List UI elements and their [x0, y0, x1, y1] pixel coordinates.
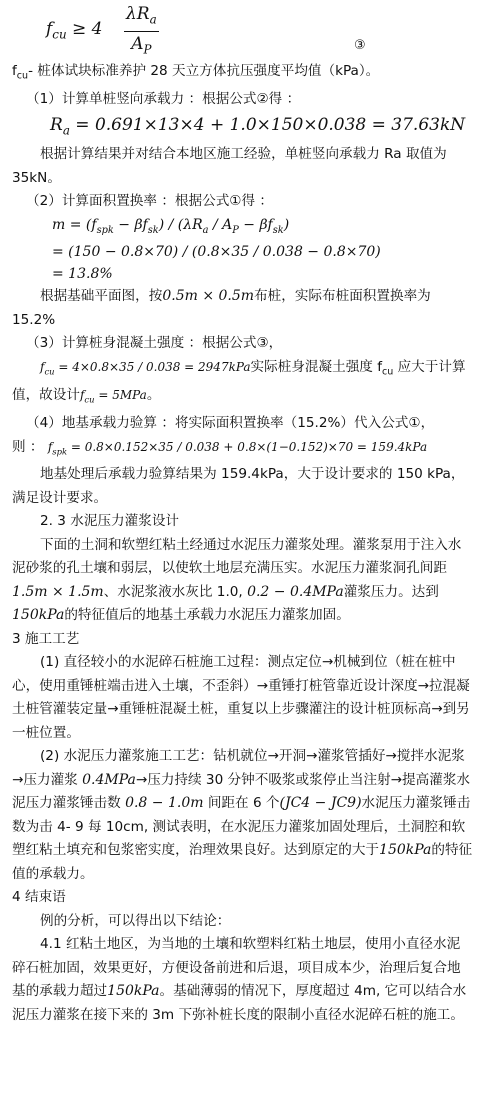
section-4-p1: 例的分析，可以得出以下结论： [40, 912, 231, 929]
s2-title: （2）计算面积置换率 ：根据公式①得 ： [26, 193, 273, 210]
s1-title: （1）计算单桩竖向承载力 ：根据公式②得 ： [26, 91, 301, 108]
section-4-p2: 4.1 红粘土地区，为当地的土壤和软塑料红粘土地层，使用小直径水泥碎石桩加固，效果更好，方便设备前进和后退，项目成本少，治理后复合地基的承载力超过150kPa。基础薄弱的情况下，厚度超过 4m, 它可以结合水泥压力灌浆在接下来的 3m 下弥补桩长度的限制小直径水泥碎石桩的施工。 [12, 936, 467, 1023]
formula-3-fraction: $\lambda R_a$ $A_P$ [126, 4, 157, 57]
s3-text: $f_{cu} = 4\times 0.8\times 35 / 0.038 = 2947kPa$实际桩身混凝土强度 $f_{cu}$ 应大于计算值，故设计$f_{cu} = 5MPa$。 [12, 358, 466, 405]
s1-equation: $R_a = 0.691\times 13\times 4 + 1.0\times 150\times 0.038 = 37.63kN$ [50, 114, 466, 138]
formula-3-tag: ③ [354, 38, 366, 53]
fcu-definition: $f_{cu}-$ 桩体试块标准养护 28 天立方体抗压强度平均值（kPa）。 [12, 63, 380, 82]
s2-equation-1: $m = (f_{spk} - \beta f_{sk}) / (\lambda R_a / A_P - \beta f_{sk})$ [52, 216, 290, 236]
s4-text: 地基处理后承载力验算结果为 159.4kPa，大于设计要求的 150 kPa，满足设计要求。 [12, 466, 465, 506]
section-3-p2: (2) 水泥压力灌浆施工工艺：钻机就位→开洞→灌浆管插好→搅拌水泥浆→压力灌浆 0.4MPa→压力持续 30 分钟不吸浆或浆停止当注射→提高灌浆水泥压力灌浆锤击数 0.8 − 1.0m 间距在 6 个(JC4 − JC9)水泥压力灌浆锤击数为击 4- 9 每 10cm, 测试表明，在水泥压力灌浆加固处理后，土洞腔和软塑红粘土填充和包浆密实度，治理效果良好。达到原定的大于150kPa的特征值的承载力。 [12, 748, 473, 882]
s2-equation-2: = (150 − 0.8×70) / (0.8×35 / 0.038 − 0.8×70) [52, 244, 381, 261]
s4-title: （4）地基承载力验算 ：将实际面积置换率（15.2%）代入公式①， [26, 415, 435, 432]
section-4-title: 4 结束语 [12, 889, 66, 906]
s2-text: 根据基础平面图，按0.5m × 0.5m布桩，实际布桩面积置换率为 15.2% [12, 288, 431, 328]
section-3-p1: (1) 直径较小的水泥碎石桩施工过程：测点定位→机械到位（桩在桩中心，使用重锤桩端击进入土壤，不歪斜）→重锤打桩管靠近设计深度→拉混凝土桩管灌装定量→重锤桩混凝土桩，重复以上步骤灌注的设计桩顶标高→到另一桩位置。 [12, 654, 470, 741]
section-3-title: 3 施工工艺 [12, 630, 80, 647]
s4-equation: 则 ： $f_{spk} = 0.8\times 0.152\times 35 / 0.038 + 0.8\times(1-0.152)\times 70 = 159.4kPa$ [12, 438, 428, 456]
s3-title: （3）计算桩身混凝土强度 ：根据公式③， [26, 335, 283, 352]
s1-text: 根据计算结果并对结合本地区施工经验，单桩竖向承载力 Ra 取值为 35kN。 [12, 146, 447, 186]
formula-3-lhs: $f_{cu} \ge 4$ [46, 19, 103, 42]
formula-3 [12, 0, 473, 60]
s2-equation-3: = 13.8% [52, 266, 113, 283]
section-2-3-text: 下面的土洞和软塑红粘土经通过水泥压力灌浆处理。灌浆泵用于注入水泥砂浆的孔土壤和弱层，以使软土地层充满压实。水泥压力灌浆洞孔间距1.5m × 1.5m、水泥浆液水灰比 1.0, 0.2 − 0.4MPa灌浆压力。达到150kPa的特征值后的地基土承载力水泥压力灌浆加固。 [12, 536, 462, 624]
section-2-3-title: 2. 3 水泥压力灌浆设计 [40, 513, 180, 530]
